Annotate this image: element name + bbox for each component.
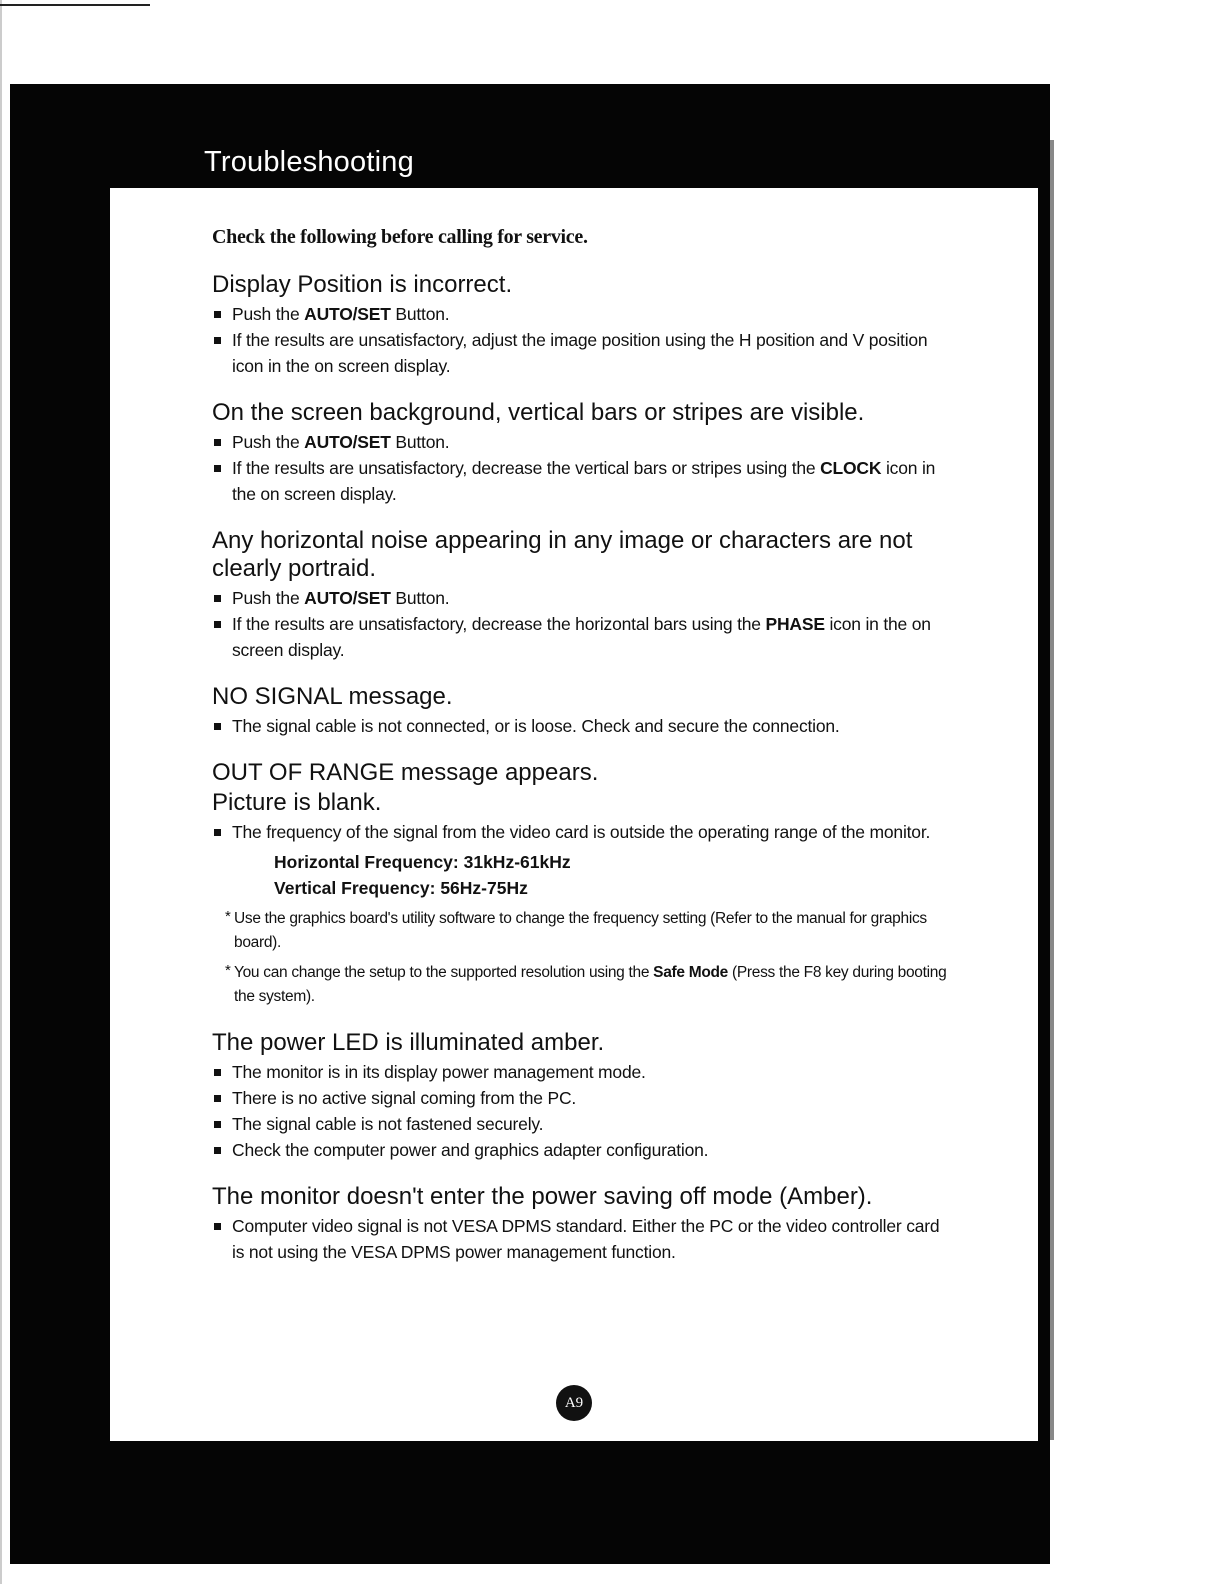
document-body xyxy=(212,226,952,1285)
section-heading: The monitor doesn't enter the power saving off mode (Amber). xyxy=(212,1183,873,1210)
footnote: * You can change the setup to the supported resolution using the Safe Mode (Press the F8 key during booting the system). xyxy=(212,961,952,1009)
page-number-badge: A9 xyxy=(556,1385,592,1421)
section-vertical-bars xyxy=(212,399,952,507)
list-item: If the results are unsatisfactory, decrease the horizontal bars using the PHASE icon in the on screen display. xyxy=(212,611,952,663)
footnotes xyxy=(212,907,952,1009)
list-item: Computer video signal is not VESA DPMS standard. Either the PC or the video controller card is not using the VESA DPMS power management function. xyxy=(212,1213,952,1265)
page-title: Troubleshooting xyxy=(204,146,414,178)
section-no-signal xyxy=(212,683,952,739)
footnote: * Use the graphics board's utility software to change the frequency setting (Refer to the manual for graphics board). xyxy=(212,907,952,955)
left-scan-edge xyxy=(0,0,2,1584)
section-power-led xyxy=(212,1029,952,1163)
square-bullet-icon xyxy=(214,1121,221,1128)
list-item: Push the AUTO/SET Button. xyxy=(212,429,952,455)
square-bullet-icon xyxy=(214,829,221,836)
section-heading: NO SIGNAL message. xyxy=(212,683,453,710)
list-item: The signal cable is not connected, or is loose. Check and secure the connection. xyxy=(212,713,952,739)
section-heading: OUT OF RANGE message appears. xyxy=(212,759,599,786)
square-bullet-icon xyxy=(214,1147,221,1154)
intro-line: Check the following before calling for service. xyxy=(212,226,588,248)
list-item: Check the computer power and graphics adapter configuration. xyxy=(212,1137,952,1163)
list-item: Push the AUTO/SET Button. xyxy=(212,301,952,327)
list-item: If the results are unsatisfactory, decrease the vertical bars or stripes using the CLOCK icon in the on screen display. xyxy=(212,455,952,507)
bottom-frame-tab xyxy=(930,1441,986,1471)
section-horizontal-noise xyxy=(212,527,952,663)
list-item: Push the AUTO/SET Button. xyxy=(212,585,952,611)
horizontal-frequency: Horizontal Frequency: 31kHz-61kHz xyxy=(274,852,571,872)
bullet-list xyxy=(212,819,952,845)
bullet-list xyxy=(212,1213,952,1265)
section-heading: Any horizontal noise appearing in any image or characters are not clearly portraid. xyxy=(212,527,913,582)
bullet-list xyxy=(212,1059,952,1163)
bullet-list xyxy=(212,429,952,507)
square-bullet-icon xyxy=(214,465,221,472)
section-heading: On the screen background, vertical bars or stripes are visible. xyxy=(212,399,865,426)
list-item: If the results are unsatisfactory, adjust the image position using the H position and V position icon in the on screen display. xyxy=(212,327,952,379)
right-scan-edge xyxy=(1050,140,1054,1440)
square-bullet-icon xyxy=(214,1223,221,1230)
section-heading: Display Position is incorrect. xyxy=(212,271,513,298)
square-bullet-icon xyxy=(214,595,221,602)
square-bullet-icon xyxy=(214,1069,221,1076)
list-item: The frequency of the signal from the video card is outside the operating range of the monitor. xyxy=(212,819,952,845)
list-item: There is no active signal coming from the PC. xyxy=(212,1085,952,1111)
frequency-specs xyxy=(274,849,952,901)
bullet-list xyxy=(212,713,952,739)
top-scan-rule xyxy=(0,4,150,6)
list-item: The signal cable is not fastened securely. xyxy=(212,1111,952,1137)
section-power-saving xyxy=(212,1183,952,1265)
asterisk-icon: * xyxy=(225,908,231,925)
square-bullet-icon xyxy=(214,337,221,344)
bullet-list xyxy=(212,301,952,379)
section-display-position xyxy=(212,271,952,379)
section-heading: The power LED is illuminated amber. xyxy=(212,1029,605,1056)
vertical-frequency: Vertical Frequency: 56Hz-75Hz xyxy=(274,878,528,898)
section-out-of-range xyxy=(212,759,952,1009)
list-item: The monitor is in its display power management mode. xyxy=(212,1059,952,1085)
section-subheading: Picture is blank. xyxy=(212,789,382,816)
square-bullet-icon xyxy=(214,621,221,628)
asterisk-icon: * xyxy=(225,962,231,979)
square-bullet-icon xyxy=(214,311,221,318)
square-bullet-icon xyxy=(214,723,221,730)
bullet-list xyxy=(212,585,952,663)
square-bullet-icon xyxy=(214,439,221,446)
square-bullet-icon xyxy=(214,1095,221,1102)
